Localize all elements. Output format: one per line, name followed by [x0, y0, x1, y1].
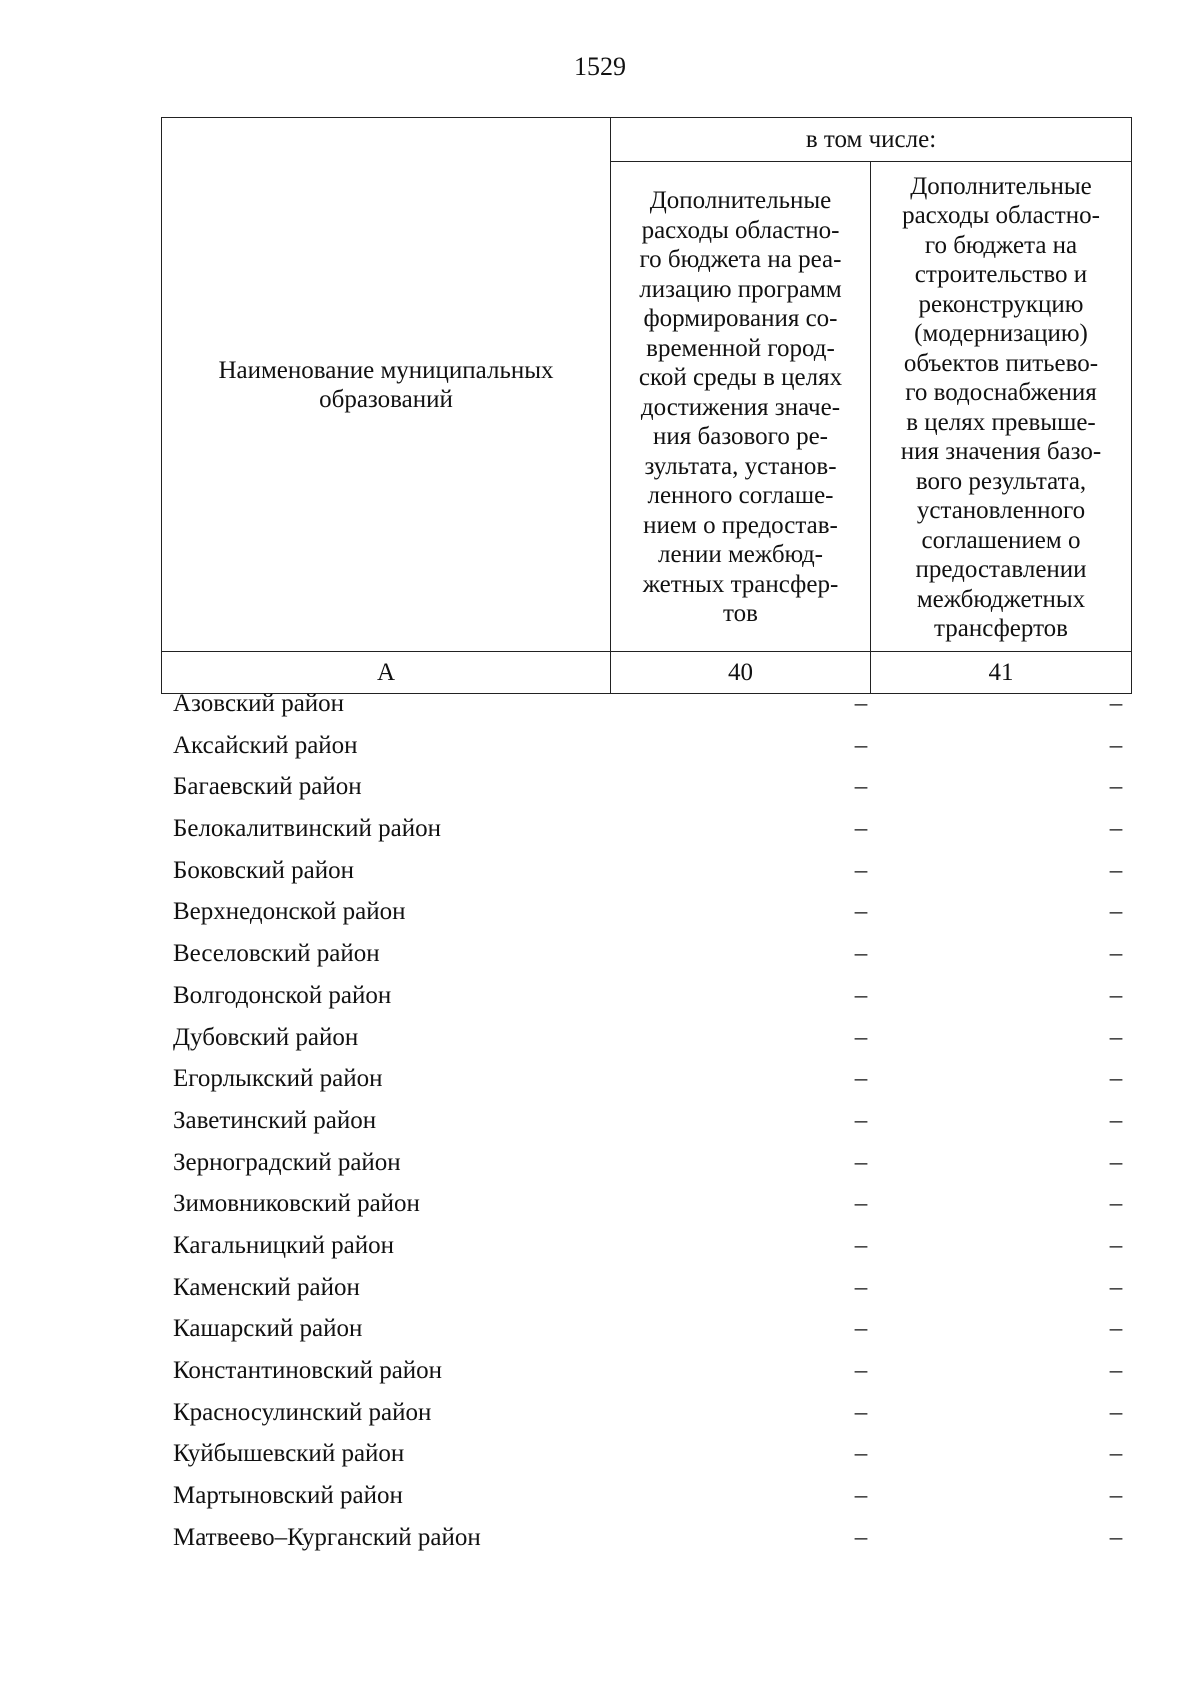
table-row — [161, 857, 1131, 899]
row-value-41: – — [1109, 1398, 1123, 1426]
column-a-title: Наименование муниципальных образований — [218, 356, 554, 413]
table-row — [161, 1232, 1131, 1274]
row-name: Матвеево–Курганский район — [173, 1523, 481, 1551]
column-41-header — [871, 162, 1132, 652]
table-row — [161, 898, 1131, 940]
row-value-41: – — [1109, 1148, 1123, 1176]
table-row — [161, 1524, 1131, 1566]
row-value-41: – — [1109, 856, 1123, 884]
row-value-40: – — [854, 856, 868, 884]
row-value-40: – — [854, 690, 868, 717]
row-value-40: – — [854, 1023, 868, 1051]
row-name: Боковский район — [173, 856, 354, 884]
row-name: Верхнедонской район — [173, 898, 406, 926]
column-a-header — [162, 118, 611, 652]
row-value-40: – — [854, 1273, 868, 1301]
row-name: Волгодонской район — [173, 981, 392, 1009]
table-row — [161, 1190, 1131, 1232]
row-name: Куйбышевский район — [173, 1440, 405, 1468]
table-row — [161, 940, 1131, 982]
data-rows — [161, 690, 1131, 1565]
row-value-41: – — [1109, 815, 1123, 843]
table-row — [161, 1024, 1131, 1066]
row-value-41: – — [1109, 898, 1123, 926]
subheader-text: в том числе: — [805, 125, 937, 153]
row-value-41: – — [1109, 1440, 1123, 1468]
table-row — [161, 732, 1131, 774]
row-value-41: – — [1109, 731, 1123, 759]
row-value-41: – — [1109, 1190, 1123, 1218]
table-row — [161, 1482, 1131, 1524]
row-value-40: – — [854, 1482, 868, 1510]
row-value-40: – — [854, 1523, 868, 1551]
table-header — [161, 117, 1132, 694]
row-name: Белокалитвинский район — [173, 815, 441, 843]
row-value-41: – — [1109, 1523, 1123, 1551]
row-value-40: – — [854, 1190, 868, 1218]
table-row — [161, 1399, 1131, 1441]
row-name: Кагальницкий район — [173, 1231, 395, 1259]
row-value-40: – — [854, 1440, 868, 1468]
row-value-41: – — [1109, 1482, 1123, 1510]
row-value-41: – — [1109, 1065, 1123, 1093]
row-name: Веселовский район — [173, 940, 380, 968]
row-value-41: – — [1109, 1273, 1123, 1301]
row-name: Дубовский район — [173, 1023, 359, 1051]
row-value-41: – — [1109, 1106, 1123, 1134]
row-name: Егорлыкский район — [173, 1065, 383, 1093]
row-value-40: – — [854, 1398, 868, 1426]
row-name: Аксайский район — [173, 731, 358, 759]
row-value-40: – — [854, 1357, 868, 1384]
column-code-a: А — [162, 652, 611, 694]
row-value-40: – — [854, 815, 868, 843]
table-row — [161, 1357, 1131, 1399]
row-value-40: – — [854, 773, 868, 801]
row-value-40: – — [854, 940, 868, 968]
column-41-title: Дополнительные расходы областно- го бюджета на строительство и реконструкцию (модернизацию) объектов питьево- го водоснабжения в целях превыше- ния значения базо- вого результата, установленного соглашением о предоставлении межбюджетных трансфертов — [900, 172, 1102, 642]
row-value-41: – — [1109, 981, 1123, 1009]
row-value-41: – — [1109, 1357, 1123, 1384]
subheader-cell — [611, 118, 1132, 162]
row-name: Константиновский район — [173, 1357, 443, 1384]
row-name: Каменский район — [173, 1273, 360, 1301]
table-row — [161, 1274, 1131, 1316]
row-value-40: – — [854, 1148, 868, 1176]
row-name: Багаевский район — [173, 773, 362, 801]
row-value-41: – — [1109, 773, 1123, 801]
table-row — [161, 690, 1131, 732]
table-row — [161, 1065, 1131, 1107]
column-40-header — [611, 162, 871, 652]
row-name: Мартыновский район — [173, 1482, 403, 1510]
row-value-40: – — [854, 731, 868, 759]
row-value-40: – — [854, 1106, 868, 1134]
row-value-41: – — [1109, 690, 1123, 717]
row-name: Красносулинский район — [173, 1398, 432, 1426]
row-name: Кашарский район — [173, 1315, 363, 1343]
row-name: Зерноградский район — [173, 1148, 401, 1176]
column-code-40: 40 — [611, 652, 871, 694]
row-value-40: – — [854, 1231, 868, 1259]
table-row — [161, 1315, 1131, 1357]
column-40-title: Дополнительные расходы областно- го бюджета на реа- лизацию программ формирования со- временной город- ской среды в целях достижения значе- ния базового ре- зультата, установ- ленного соглаше- нием о предостав- лении межбюд- жетных трансфер- тов — [638, 187, 843, 628]
row-value-40: – — [854, 981, 868, 1009]
row-name: Заветинский район — [173, 1106, 377, 1134]
row-value-40: – — [854, 898, 868, 926]
page-number: 1529 — [574, 52, 626, 81]
table-row — [161, 982, 1131, 1024]
row-value-41: – — [1109, 1315, 1123, 1343]
row-name: Азовский район — [173, 690, 345, 717]
row-value-40: – — [854, 1315, 868, 1343]
row-name: Зимовниковский район — [173, 1190, 420, 1218]
table-row — [161, 1440, 1131, 1482]
column-code-41: 41 — [871, 652, 1132, 694]
row-value-40: – — [854, 1065, 868, 1093]
table-row — [161, 1149, 1131, 1191]
row-value-41: – — [1109, 1231, 1123, 1259]
table-row — [161, 815, 1131, 857]
table-row — [161, 1107, 1131, 1149]
row-value-41: – — [1109, 1023, 1123, 1051]
table-row — [161, 773, 1131, 815]
row-value-41: – — [1109, 940, 1123, 968]
